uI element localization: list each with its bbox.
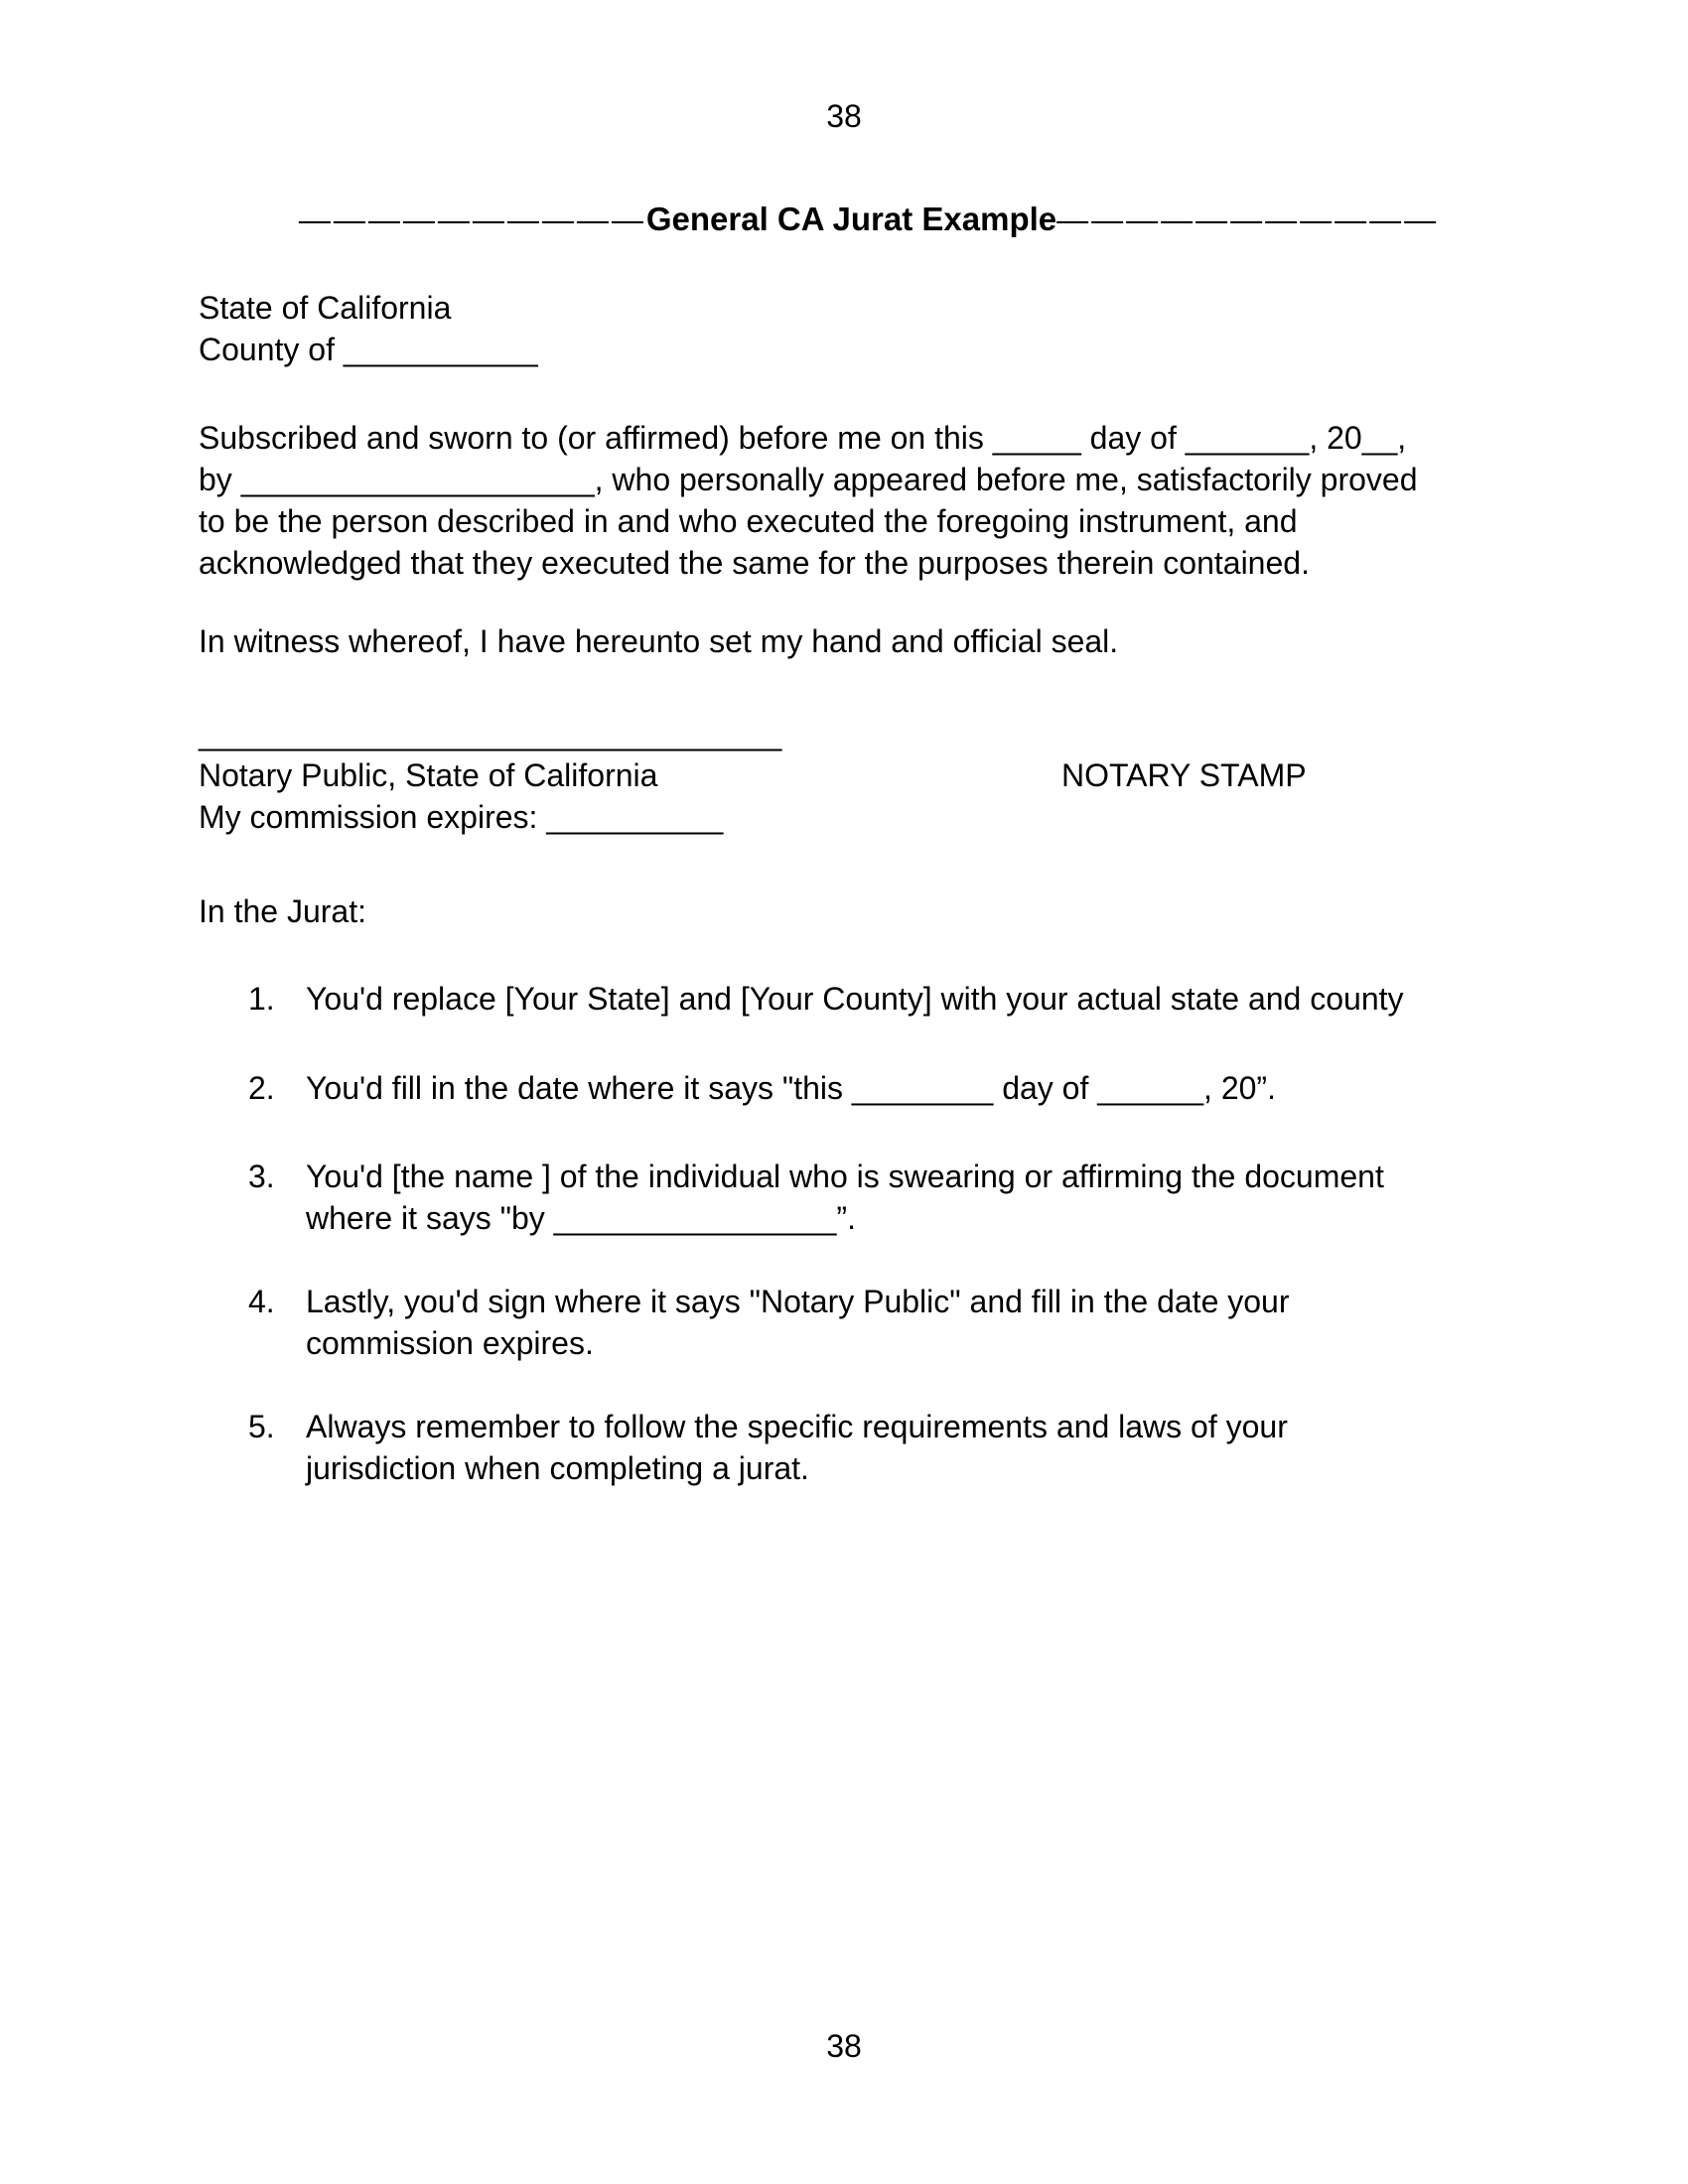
- instructions-list: [199, 978, 1539, 1489]
- list-item-line: You'd [the name ] of the individual who is swearing or affirming the document: [306, 1159, 1384, 1194]
- list-item-text: [306, 1406, 1539, 1489]
- list-item-line: Always remember to follow the specific requirements and laws of your: [306, 1409, 1288, 1444]
- list-item: [199, 1281, 1539, 1364]
- venue-block: [199, 287, 1539, 370]
- list-item-line: jurisdiction when completing a jurat.: [306, 1450, 809, 1486]
- list-item: [199, 978, 1539, 1020]
- county-line: County of ___________: [199, 332, 538, 367]
- notary-title-line: Notary Public, State of California: [199, 757, 658, 793]
- document-title: General CA Jurat Example: [645, 201, 1057, 237]
- list-item: [199, 1156, 1539, 1239]
- jurat-paragraph-line: acknowledged that they executed the same for the purposes therein contained.: [199, 545, 1310, 581]
- list-item-line: commission expires.: [306, 1325, 594, 1361]
- list-item-text: [306, 978, 1539, 1020]
- signature-rule: _________________________________: [199, 716, 782, 751]
- list-item-text: [306, 1067, 1539, 1109]
- list-item-text: [306, 1156, 1539, 1239]
- list-item-line: You'd fill in the date where it says "this ________ day of ______, 20”.: [306, 1070, 1276, 1106]
- list-item: [199, 1067, 1539, 1109]
- list-item-line: Lastly, you'd sign where it says "Notary Public" and fill in the date your: [306, 1284, 1290, 1319]
- list-item-number: 4.: [248, 1284, 275, 1319]
- list-item: [199, 1406, 1539, 1489]
- notary-stamp-label: NOTARY STAMP: [1061, 757, 1307, 793]
- commission-line: My commission expires: __________: [199, 799, 724, 835]
- title-dashes-left: ——————————: [298, 202, 646, 237]
- list-item-text: [306, 1281, 1539, 1364]
- page-number-top: 38: [826, 98, 862, 134]
- list-item-number: 2.: [248, 1070, 275, 1106]
- list-item-line: You'd replace [Your State] and [Your County] with your actual state and county: [306, 981, 1404, 1017]
- list-item-number: 3.: [248, 1159, 275, 1194]
- notary-signature-block: [199, 713, 1539, 838]
- title-dashes-right: ———————————: [1056, 202, 1440, 237]
- jurat-paragraph: [199, 417, 1539, 584]
- list-item-line: where it says "by ________________”.: [306, 1200, 856, 1236]
- list-item-number: 5.: [248, 1409, 275, 1444]
- list-item-number: 1.: [248, 981, 275, 1017]
- document-title-line: [199, 199, 1539, 240]
- jurat-paragraph-line: to be the person described in and who executed the foregoing instrument, and: [199, 503, 1298, 539]
- witness-line: In witness whereof, I have hereunto set my hand and official seal.: [199, 623, 1119, 659]
- page-number-bottom: 38: [826, 2028, 862, 2064]
- witness-clause: [199, 620, 1539, 662]
- state-line: State of California: [199, 290, 452, 326]
- instructions-heading: In the Jurat:: [199, 893, 366, 929]
- jurat-paragraph-line: by ____________________, who personally appeared before me, satisfactorily proved: [199, 462, 1418, 497]
- jurat-paragraph-line: Subscribed and sworn to (or affirmed) before me on this _____ day of _______, 20__,: [199, 420, 1407, 456]
